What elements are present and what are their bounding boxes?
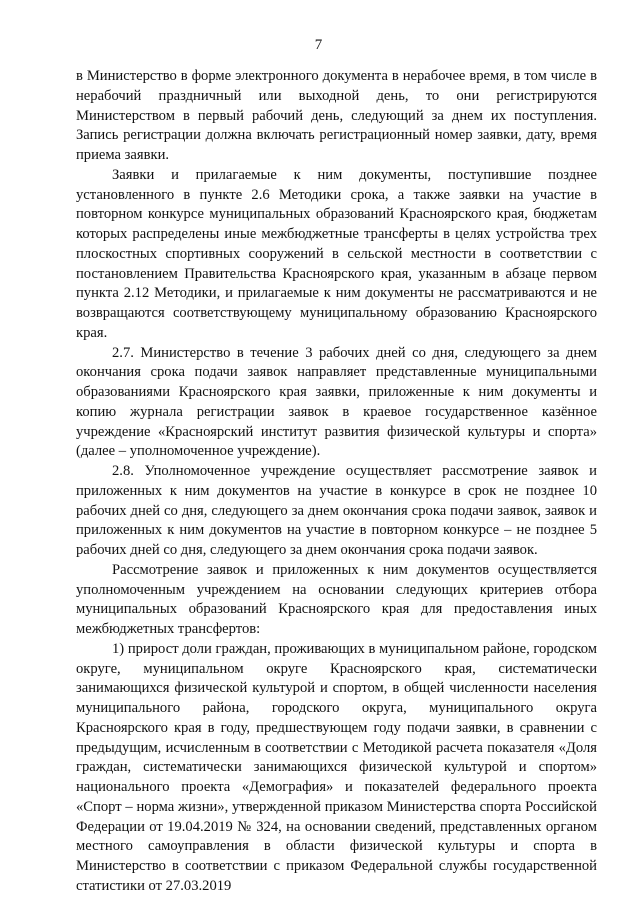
page-number: 7 <box>314 37 323 53</box>
paragraph-registration: в Министерство в форме электронного документа в нерабочее время, в том числе в нерабочий праздничный или выходной день, то они регистрируются Министерством в первый рабочий день, следующий за днем их поступления. Запись регистрации должна включать регистрационный номер заявки, дату, время приема заявки. <box>76 68 597 163</box>
paragraph-2-8: 2.8. Уполномоченное учреждение осуществляет рассмотрение заявок и приложенных к ним документов на участие в конкурсе в срок не позднее 10 рабочих дней со дня, следующего за днем окончания срока подачи заявок, заявок и приложенных к ним документов на участие в повторном конкурсе – не позднее 5 рабочих дней со дня, следующего за днем окончания срока подачи заявок. <box>76 463 597 558</box>
paragraph-criteria-intro: Рассмотрение заявок и приложенных к ним документов осуществляется уполномоченным учреждением на основании следующих критериев отбора муниципальных образований Красноярского края для предоставления иных межбюджетных трансфертов: <box>76 561 597 637</box>
paragraph-2-7: 2.7. Министерство в течение 3 рабочих дней со дня, следующего за днем окончания срока подачи заявок направляет представленные муниципальными образованиями Красноярского края заявки, приложенные к ним документы и копию журнала регистрации заявок в краевое государственное казённое учреждение «Красноярский институт развития физической культуры и спорта» (далее – уполномоченное учреждение). <box>76 344 597 460</box>
paragraph-late-applications: Заявки и прилагаемые к ним документы, поступившие позднее установленного в пункте 2.6 Методики срока, а также заявки на участие в повторном конкурсе муниципальных образований Красноярского края, бюджетам которых распределены иные межбюджетные трансферты в целях устройства трех плоскостных спортивных сооружений в сельской местности в соответствии с постановлением Правительства Красноярского края, указанным в абзаце первом пункта 2.12 Методики, и прилагаемые к ним документы не рассматриваются и не возвращаются соответствующему муниципальному образованию Красноярского края. <box>76 166 597 341</box>
document-body <box>76 67 597 897</box>
paragraph-criterion-1: 1) прирост доли граждан, проживающих в муниципальном районе, городском округе, муниципальном округе Красноярского края, систематически занимающихся физической культурой и спортом, в общей численности населения муниципального района, городского округа, муниципального округа Красноярского края в году, предшествующем году подачи заявки, в сравнении с предыдущим, исчисленным в соответствии с Методикой расчета показателя «Доля граждан, систематически занимающихся физической культурой и спортом» национального проекта «Демография» и показателей федерального проекта «Спорт – норма жизни», утвержденной приказом Министерства спорта Российской Федерации от 19.04.2019 № 324, на основании сведений, представленных органом местного самоуправления в области физической культуры и спорта в Министерство в соответствии с приказом Федеральной службы государственной статистики от 27.03.2019 <box>76 640 597 894</box>
